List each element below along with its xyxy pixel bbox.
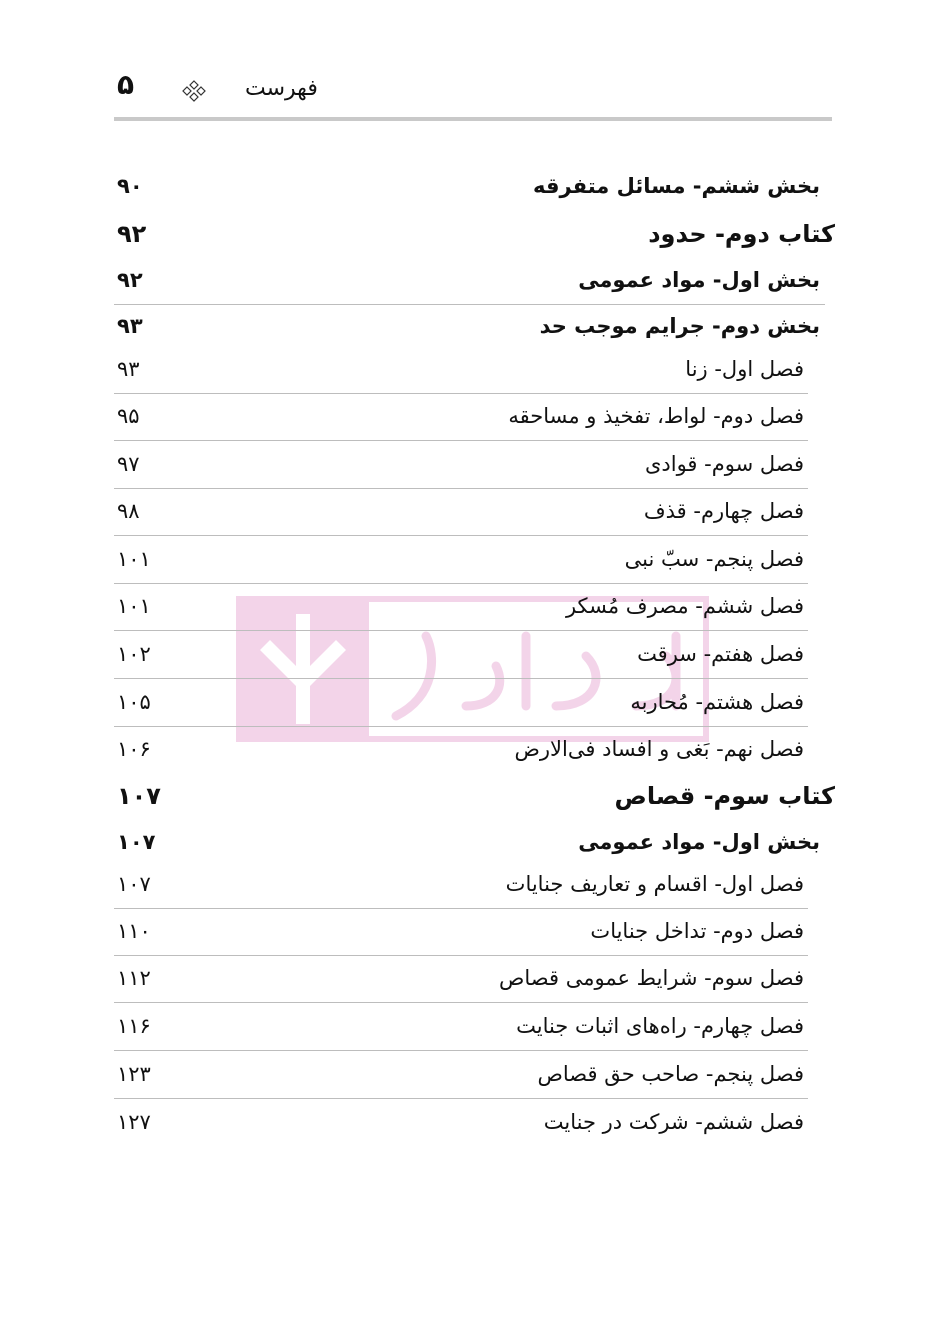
toc-entry-page: ۱۰۱ [117, 594, 151, 618]
toc-divider [114, 440, 808, 441]
toc-entry-page: ۹۰ [117, 174, 143, 198]
toc-divider [114, 488, 808, 489]
toc-entry-page: ۹۲ [117, 268, 143, 292]
toc-entry-title: فصل اول- زنا [685, 357, 804, 381]
toc-entry-title: بخش اول- مواد عمومی [578, 268, 820, 292]
toc-entry-page: ۱۰۵ [117, 690, 151, 714]
toc-entry-page: ۱۰۱ [117, 547, 151, 571]
toc-divider [114, 1098, 808, 1099]
toc-entry-title: کتاب دوم- حدود [648, 220, 835, 248]
toc-entry-title: فصل سوم- شرایط عمومی قصاص [499, 966, 804, 990]
toc-entry-page: ۹۵ [117, 404, 140, 428]
toc-entry-page: ۹۳ [117, 314, 143, 338]
toc-entry-title: فصل دوم- لواط، تفخیذ و مساحقه [508, 404, 804, 428]
toc-entry-page: ۱۰۷ [117, 872, 151, 896]
toc-divider [114, 583, 808, 584]
toc-entry-page: ۹۸ [117, 499, 140, 523]
toc-divider [114, 678, 808, 679]
toc-entry-page: ۱۱۰ [117, 919, 151, 943]
toc-divider [114, 304, 825, 305]
toc-entry-title: فصل اول- اقسام و تعاریف جنایات [505, 872, 804, 896]
toc-entry-title: فصل پنجم- صاحب حق قصاص [537, 1062, 804, 1086]
toc-entry-title: کتاب سوم- قصاص [614, 782, 835, 810]
toc-entry-page: ۱۰۷ [117, 830, 156, 854]
toc-entry-title: بخش اول- مواد عمومی [578, 830, 820, 854]
toc-entry-page: ۱۰۷ [117, 782, 161, 810]
toc-divider [114, 393, 808, 394]
toc-entry-title: بخش دوم- جرایم موجب حد [539, 314, 820, 338]
toc-divider [114, 726, 808, 727]
toc-entry-page: ۱۰۲ [117, 642, 151, 666]
toc-entry-page: ۹۲ [117, 220, 147, 248]
toc-entry-title: فصل سوم- قوادی [644, 452, 804, 476]
toc-entry-page: ۱۲۷ [117, 1110, 151, 1134]
toc-entry-page: ۱۱۲ [117, 966, 151, 990]
toc-divider [114, 955, 808, 956]
toc-divider [114, 630, 808, 631]
page-number: ۵ [117, 68, 135, 101]
toc-divider [114, 908, 808, 909]
toc-divider [114, 535, 808, 536]
toc-entry-page: ۱۲۳ [117, 1062, 151, 1086]
toc-entry-title: فصل چهارم- قذف [643, 499, 804, 523]
header-title: فهرست [245, 76, 318, 101]
toc-entry-title: فصل هفتم- سرقت [637, 642, 804, 666]
toc-entry-title: فصل دوم- تداخل جنایات [590, 919, 804, 943]
toc-divider [114, 1050, 808, 1051]
toc-entry-title: فصل چهارم- راه‌های اثبات جنایت [516, 1014, 804, 1038]
toc-entry-title: فصل پنجم- سبّ نبی [624, 547, 804, 571]
toc-entry-title: بخش ششم- مسائل متفرقه [533, 174, 820, 198]
toc-entry-page: ۱۱۶ [117, 1014, 151, 1038]
toc-entry-title: فصل ششم- شرکت در جنایت [543, 1110, 804, 1134]
toc-entry-title: فصل ششم- مصرف مُسکر [565, 594, 804, 618]
toc-entry-page: ۹۳ [117, 357, 140, 381]
toc-entry-title: فصل نهم- بَغی و افساد فی‌الارض [514, 737, 804, 761]
toc-entry-page: ۹۷ [117, 452, 140, 476]
toc-entry-page: ۱۰۶ [117, 737, 151, 761]
toc-divider [114, 1002, 808, 1003]
toc-entry-title: فصل هشتم- مُحاربه [630, 690, 804, 714]
